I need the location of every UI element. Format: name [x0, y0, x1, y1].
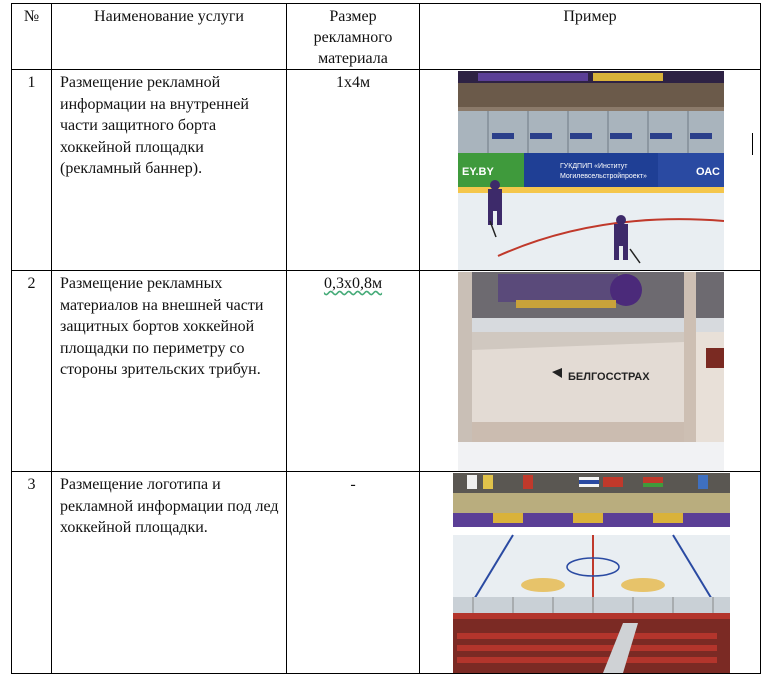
photo-edge-mark: [752, 133, 753, 155]
example-cell: [420, 472, 761, 674]
header-material-size-text: Размер рекламного материала: [313, 8, 393, 67]
material-size: [287, 271, 420, 472]
services-table: [11, 3, 761, 674]
material-size: -: [287, 472, 420, 674]
hockey-banner-photo: [458, 71, 724, 270]
row-number: 2: [12, 271, 52, 472]
banner-right-text: ОАС: [696, 166, 720, 178]
service-name: Размещение рекламных материалов на внешней части защитных бортов хоккейной площадки по периметру со стороны зрительских трибун.: [52, 271, 287, 472]
header-service-name: Наименование услуги: [52, 4, 287, 70]
service-name: Размещение рекламной информации на внутренней части защитного борта хоккейной площадки (рекламный баннер).: [52, 70, 287, 271]
header-row: [12, 4, 761, 70]
material-size-text: 0,3х0,8м: [323, 275, 383, 292]
table-row: [12, 472, 761, 674]
example-cell: [420, 271, 761, 472]
material-size: 1х4м: [287, 70, 420, 271]
example-cell: [420, 70, 761, 271]
banner-mid-line1: ГУКДПИП «Институт: [560, 163, 628, 170]
service-name: Размещение логотипа и рекламной информации под лед хоккейной площадки.: [52, 472, 287, 674]
banner-mid-line2: Могилевсельстройпроект»: [560, 173, 647, 180]
banner-left-text: EY.BY: [462, 166, 494, 178]
outer-board-photo-graphic: [458, 272, 724, 471]
outer-board-photo: [458, 272, 724, 471]
table-row: [12, 271, 761, 472]
hockey-banner-photo-graphic: [458, 71, 724, 270]
header-num: №: [12, 4, 52, 70]
row-number: 3: [12, 472, 52, 674]
board-text: БЕЛГОССТРАХ: [568, 371, 650, 383]
header-material-size: [287, 4, 420, 70]
arena-ice-photo: [453, 473, 730, 673]
row-number: 1: [12, 70, 52, 271]
arena-ice-photo-graphic: [453, 473, 730, 673]
header-example: Пример: [420, 4, 761, 70]
table-row: [12, 70, 761, 271]
